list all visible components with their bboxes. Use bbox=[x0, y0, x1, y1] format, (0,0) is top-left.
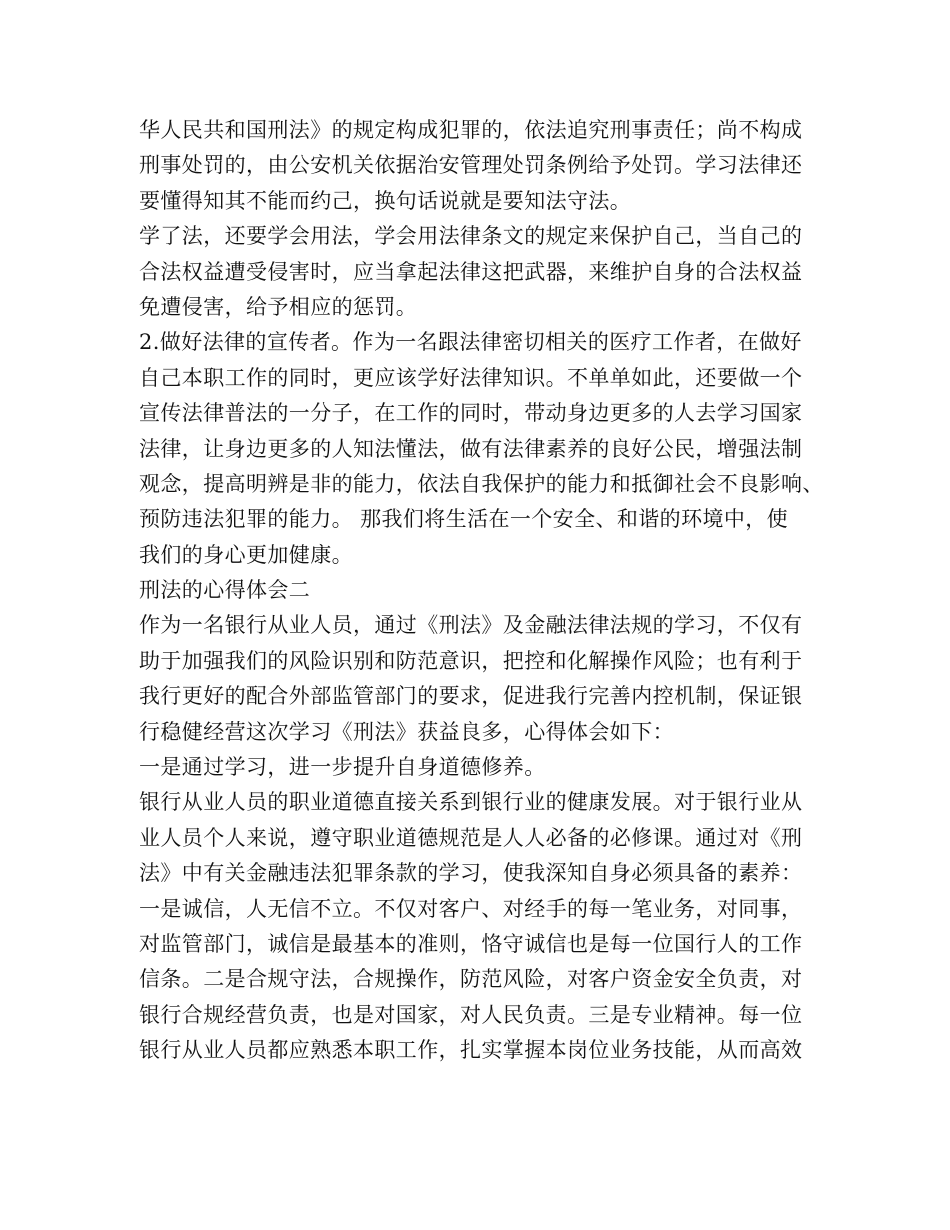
text-line: 刑事处罚的，由公安机关依据治安管理处罚条例给予处罚。学习法律还 bbox=[139, 153, 803, 178]
text-line: 助于加强我们的风险识别和防范意识，把控和化解操作风险；也有利于 bbox=[139, 648, 803, 673]
text-line: 免遭侵害，给予相应的惩罚。 bbox=[139, 294, 418, 319]
section-heading: 刑法的心得体会二 bbox=[139, 578, 311, 603]
text-line: 学了法，还要学会用法，学会用法律条文的规定来保护自己，当自己的 bbox=[139, 224, 803, 249]
text-line: 银行合规经营负责，也是对国家，对人民负责。三是专业精神。每一位 bbox=[139, 1002, 803, 1027]
text-line: 观念，提高明辨是非的能力，依法自我保护的能力和抵御社会不良影响、 bbox=[139, 471, 824, 496]
text-line: 银行从业人员的职业道德直接关系到银行业的健康发展。对于银行业从 bbox=[139, 790, 803, 815]
text-line: 2.做好法律的宣传者。作为一名跟法律密切相关的医疗工作者，在做好 bbox=[139, 330, 802, 355]
text-line: 业人员个人来说，遵守职业道德规范是人人必备的必修课。通过对《刑 bbox=[139, 825, 803, 850]
text-line: 一是诚信，人无信不立。不仅对客户、对经手的每一笔业务，对同事， bbox=[139, 896, 803, 921]
document-body bbox=[139, 113, 829, 1069]
text-line: 对监管部门，诚信是最基本的准则，恪守诚信也是每一位国行人的工作 bbox=[139, 931, 803, 956]
text-line: 行稳健经营这次学习《刑法》获益良多，心得体会如下： bbox=[139, 719, 674, 744]
text-line: 作为一名银行从业人员，通过《刑法》及金融法律法规的学习，不仅有 bbox=[139, 613, 803, 638]
text-line: 合法权益遭受侵害时，应当拿起法律这把武器，来维护自身的合法权益 bbox=[139, 259, 803, 284]
text-line: 预防违法犯罪的能力。 那我们将生活在一个安全、和谐的环境中，使 bbox=[139, 507, 789, 532]
text-line: 我行更好的配合外部监管部门的要求，促进我行完善内控机制，保证银 bbox=[139, 684, 803, 709]
text-line: 信条。二是合规守法，合规操作，防范风险，对客户资金安全负责，对 bbox=[139, 967, 803, 992]
text-line: 银行从业人员都应熟悉本职工作，扎实掌握本岗位业务技能，从而高效 bbox=[139, 1038, 803, 1063]
text-line: 自己本职工作的同时，更应该学好法律知识。不单单如此，还要做一个 bbox=[139, 365, 803, 390]
text-line: 一是通过学习，进一步提升自身道德修养。 bbox=[139, 755, 546, 780]
text-line: 要懂得知其不能而约己，换句话说就是要知法守法。 bbox=[139, 188, 632, 213]
text-line: 宣传法律普法的一分子，在工作的同时，带动身边更多的人去学习国家 bbox=[139, 401, 803, 426]
text-line: 华人民共和国刑法》的规定构成犯罪的，依法追究刑事责任；尚不构成 bbox=[139, 118, 803, 142]
text-line: 法律，让身边更多的人知法懂法，做有法律素养的良好公民，增强法制 bbox=[139, 436, 803, 461]
text-line: 我们的身心更加健康。 bbox=[139, 542, 353, 567]
text-line: 法》中有关金融违法犯罪条款的学习，使我深知自身必须具备的素养： bbox=[139, 861, 803, 886]
